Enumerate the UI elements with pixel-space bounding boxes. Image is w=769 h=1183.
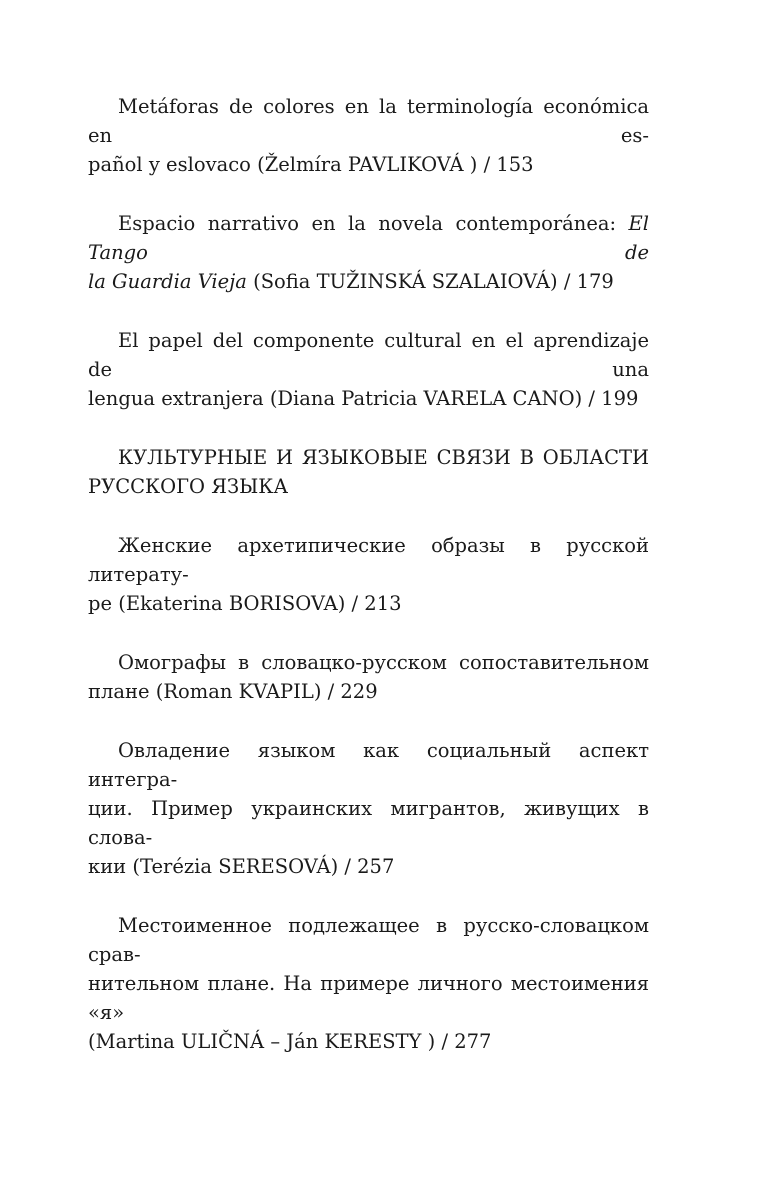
- toc-text: Espacio narrativo en la novela contemporánea:: [118, 212, 629, 235]
- toc-entry-papel-componente: [88, 326, 649, 413]
- toc-line: Женские архетипические образы в русской литерату-: [88, 534, 649, 586]
- toc-line: Омографы в словацко-русском сопоставительном: [118, 651, 649, 674]
- toc-entry-espacio-narrativo: [88, 209, 649, 296]
- toc-line: Овладение языком как социальный аспект интегра-: [88, 739, 649, 791]
- toc-line: [88, 209, 649, 267]
- toc-line: кии (Terézia SERESOVÁ) / 257: [88, 855, 395, 878]
- toc-line: Metáforas de colores en la terminología económica en es-: [88, 95, 649, 147]
- toc-line: РУССКОГО ЯЗЫКА: [88, 475, 289, 498]
- toc-line: нительном плане. На примере личного местоимения «я»: [88, 972, 649, 1024]
- toc-line: [88, 267, 649, 296]
- toc-title-italic: la Guardia Vieja: [88, 270, 247, 293]
- toc-line: плане (Roman KVAPIL) / 229: [88, 680, 378, 703]
- toc-line: pañol y eslovaco (Želmíra PAVLIKOVÁ ) / 153: [88, 153, 534, 176]
- toc-entry-omografy: [88, 648, 649, 706]
- toc-text: (Sofia TUŽINSKÁ SZALAIOVÁ) / 179: [246, 270, 614, 293]
- toc-entry-mestoimennoe: [88, 911, 649, 1056]
- toc-line: Местоименное подлежащее в русско-словацком срав-: [88, 914, 649, 966]
- toc-section-heading: [88, 443, 649, 501]
- toc-line: El papel del componente cultural en el aprendizaje de una: [88, 329, 649, 381]
- toc-line: lengua extranjera (Diana Patricia VARELA CANO) / 199: [88, 387, 639, 410]
- toc-entry-metaforas: [88, 92, 649, 179]
- table-of-contents: [88, 92, 649, 1086]
- toc-entry-ovladenie: [88, 736, 649, 881]
- toc-line: (Martina ULIČNÁ – Ján KERESTY ) / 277: [88, 1030, 492, 1053]
- toc-entry-zhenskie: [88, 531, 649, 618]
- toc-line: ре (Ekaterina BORISOVA) / 213: [88, 592, 402, 615]
- toc-line: ции. Пример украинских мигрантов, живущих в слова-: [88, 797, 649, 849]
- toc-line: КУЛЬТУРНЫЕ И ЯЗЫКОВЫЕ СВЯЗИ В ОБЛАСТИ: [118, 446, 649, 469]
- toc-title-italic: El Tango de: [88, 212, 649, 264]
